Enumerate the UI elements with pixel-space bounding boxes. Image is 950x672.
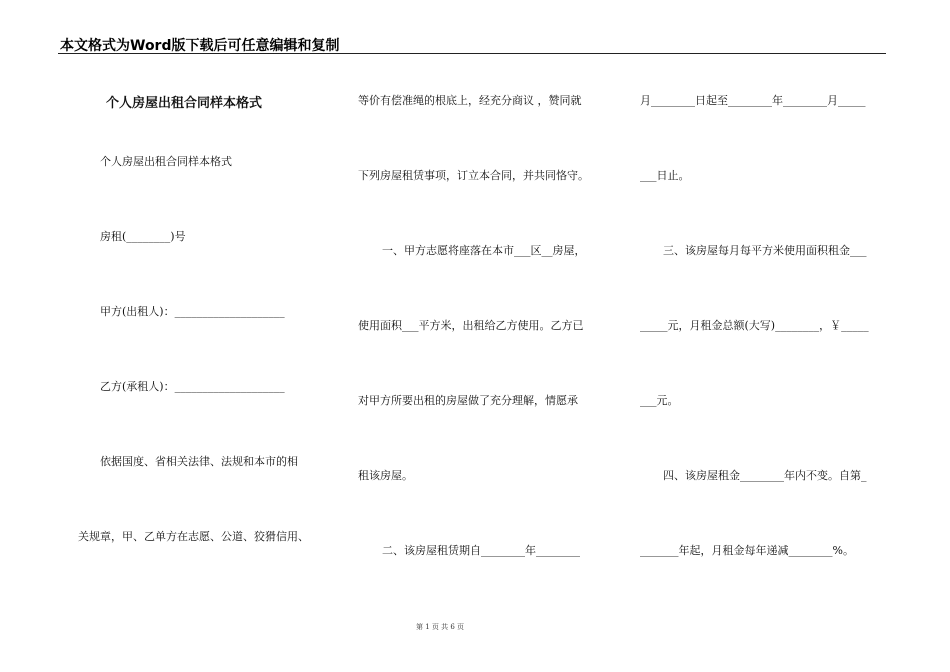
paragraph-line: 使用面积___平方米，出租给乙方使用。乙方已 [358, 319, 584, 332]
paragraph-line: 乙方(承租人)：____________________ [100, 380, 285, 393]
paragraph-line: 月________日起至________年________月_____ [640, 94, 866, 107]
paragraph-line: _____元，月租金总额(大写)________，￥_____ [640, 319, 869, 332]
paragraph-line: 租该房屋。 [358, 469, 413, 482]
paragraph-line: 甲方(出租人)：____________________ [100, 305, 285, 318]
document-title: 个人房屋出租合同样本格式 [106, 96, 263, 111]
paragraph-line: ___元。 [640, 394, 679, 407]
paragraph-line: 依据国度、省相关法律、法规和本市的相 [100, 455, 298, 468]
paragraph-line: ___日止。 [640, 169, 690, 182]
page-number: 第 1 页 共 6 页 [415, 623, 465, 631]
paragraph-line: 关规章，甲、乙单方在志愿、公道、狡猾信用、 [78, 530, 309, 543]
paragraph-line: 三、该房屋每月每平方米使用面积租金___ [663, 244, 867, 257]
paragraph-line: 四、该房屋租金________年内不变。自第_ [663, 469, 867, 482]
paragraph-line: 等价有偿准绳的根底上，经充分商议 ，赞同就 [358, 94, 582, 107]
paragraph-line: 二、该房屋租赁期自________年________ [382, 544, 580, 557]
paragraph-line: 房租(________)号 [100, 230, 186, 243]
paragraph-line: 一、甲方志愿将座落在本市___区__房屋， [382, 244, 586, 257]
paragraph-line: 个人房屋出租合同样本格式 [100, 155, 232, 168]
paragraph-line: 下列房屋租赁事项，订立本合同，并共同恪守。 [358, 169, 589, 182]
download-notice-header: 本文格式为Word版下载后可任意编辑和复制 [60, 38, 340, 54]
paragraph-line: _______年起，月租金每年递减________%。 [640, 544, 854, 557]
header-divider [58, 53, 886, 54]
paragraph-line: 对甲方所要出租的房屋做了充分理解，情愿承 [358, 394, 578, 407]
